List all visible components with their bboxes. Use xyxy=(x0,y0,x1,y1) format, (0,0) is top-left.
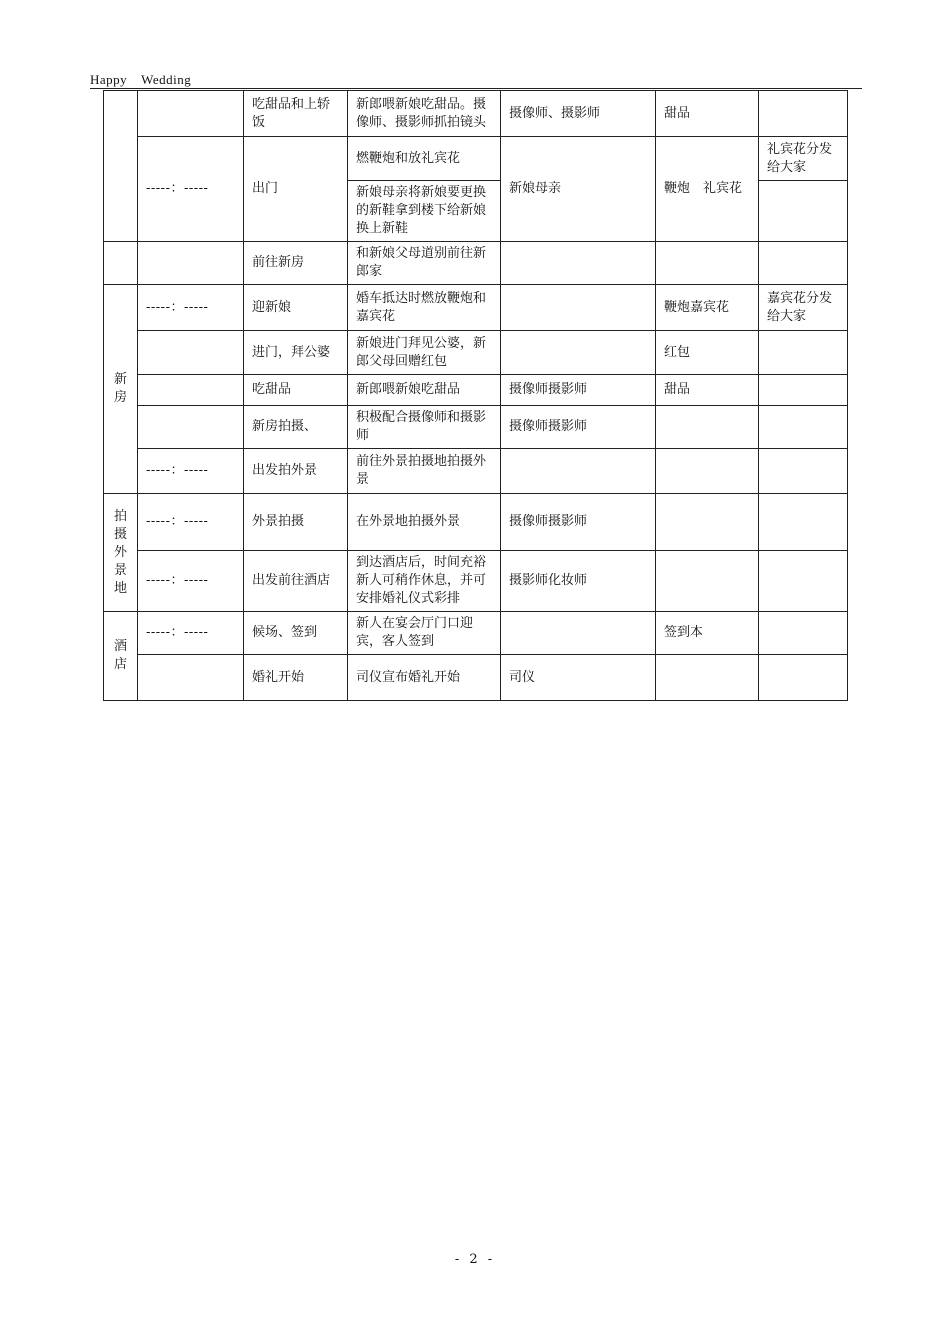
time-cell xyxy=(138,375,244,406)
detail-cell: 积极配合摄像师和摄影师 xyxy=(348,406,501,449)
note-cell xyxy=(759,612,848,655)
items-cell xyxy=(656,551,759,612)
table-row xyxy=(104,242,848,285)
event-cell: 新房拍摄、 xyxy=(244,406,348,449)
note-cell xyxy=(759,655,848,701)
note-cell xyxy=(759,181,848,242)
time-cell: -----：----- xyxy=(138,494,244,551)
note-cell xyxy=(759,551,848,612)
detail-cell: 前往外景拍摄地拍摄外景 xyxy=(348,449,501,494)
time-cell xyxy=(138,91,244,137)
items-cell xyxy=(656,242,759,285)
detail-cell: 燃鞭炮和放礼宾花 xyxy=(348,137,501,181)
items-cell: 红包 xyxy=(656,331,759,375)
time-cell xyxy=(138,331,244,375)
detail-cell: 和新娘父母道别前往新郎家 xyxy=(348,242,501,285)
table-row xyxy=(104,331,848,375)
note-cell xyxy=(759,375,848,406)
time-cell: -----：----- xyxy=(138,285,244,331)
detail-cell: 新郎喂新娘吃甜品 xyxy=(348,375,501,406)
page-number: - 2 - xyxy=(454,1252,496,1267)
table-row xyxy=(104,137,848,181)
header-right: Wedding xyxy=(141,72,192,87)
location-cell: 新房 xyxy=(104,285,138,494)
location-cell xyxy=(104,242,138,285)
detail-cell: 新娘母亲将新娘要更换的新鞋拿到楼下给新娘换上新鞋 xyxy=(348,181,501,242)
staff-cell xyxy=(501,612,656,655)
table-row xyxy=(104,494,848,551)
location-cell: 酒店 xyxy=(104,612,138,701)
event-cell: 迎新娘 xyxy=(244,285,348,331)
note-cell xyxy=(759,91,848,137)
staff-cell xyxy=(501,449,656,494)
event-cell: 进门，拜公婆 xyxy=(244,331,348,375)
table-row xyxy=(104,406,848,449)
detail-cell: 到达酒店后，时间充裕新人可稍作休息，并可安排婚礼仪式彩排 xyxy=(348,551,501,612)
header-rule xyxy=(90,88,862,89)
event-cell: 吃甜品和上轿饭 xyxy=(244,91,348,137)
note-cell xyxy=(759,494,848,551)
staff-cell xyxy=(501,242,656,285)
time-cell: -----：----- xyxy=(138,551,244,612)
event-cell: 外景拍摄 xyxy=(244,494,348,551)
staff-cell xyxy=(501,285,656,331)
event-cell: 吃甜品 xyxy=(244,375,348,406)
event-cell: 出发前往酒店 xyxy=(244,551,348,612)
time-cell xyxy=(138,242,244,285)
detail-cell: 新郎喂新娘吃甜品。摄像师、摄影师抓拍镜头 xyxy=(348,91,501,137)
items-cell: 甜品 xyxy=(656,91,759,137)
items-cell xyxy=(656,655,759,701)
items-cell xyxy=(656,494,759,551)
table-row xyxy=(104,551,848,612)
event-cell: 前往新房 xyxy=(244,242,348,285)
staff-cell xyxy=(501,331,656,375)
time-cell xyxy=(138,406,244,449)
staff-cell: 摄像师摄影师 xyxy=(501,406,656,449)
event-cell: 候场、签到 xyxy=(244,612,348,655)
header-left: Happy xyxy=(90,72,128,87)
time-cell: -----：----- xyxy=(138,612,244,655)
table-row xyxy=(104,375,848,406)
items-cell: 鞭炮 礼宾花 xyxy=(656,137,759,242)
staff-cell: 摄像师、摄影师 xyxy=(501,91,656,137)
items-cell xyxy=(656,449,759,494)
detail-cell: 司仪宣布婚礼开始 xyxy=(348,655,501,701)
wedding-schedule-table xyxy=(103,90,848,701)
staff-cell: 摄像师摄影师 xyxy=(501,494,656,551)
page-header xyxy=(90,72,191,88)
detail-cell: 婚车抵达时燃放鞭炮和嘉宾花 xyxy=(348,285,501,331)
items-cell xyxy=(656,406,759,449)
location-cell: 拍摄外景地 xyxy=(104,494,138,612)
note-cell xyxy=(759,406,848,449)
staff-cell: 摄影师化妆师 xyxy=(501,551,656,612)
staff-cell: 新娘母亲 xyxy=(501,137,656,242)
time-cell: -----：----- xyxy=(138,449,244,494)
note-cell: 嘉宾花分发给大家 xyxy=(759,285,848,331)
time-cell xyxy=(138,655,244,701)
location-cell xyxy=(104,91,138,242)
detail-cell: 新娘进门拜见公婆，新郎父母回赠红包 xyxy=(348,331,501,375)
staff-cell: 摄像师摄影师 xyxy=(501,375,656,406)
note-cell xyxy=(759,449,848,494)
event-cell: 出发拍外景 xyxy=(244,449,348,494)
table-row xyxy=(104,285,848,331)
items-cell: 签到本 xyxy=(656,612,759,655)
note-cell: 礼宾花分发给大家 xyxy=(759,137,848,181)
items-cell: 鞭炮嘉宾花 xyxy=(656,285,759,331)
table-row xyxy=(104,449,848,494)
staff-cell: 司仪 xyxy=(501,655,656,701)
table-row xyxy=(104,612,848,655)
note-cell xyxy=(759,331,848,375)
items-cell: 甜品 xyxy=(656,375,759,406)
event-cell: 婚礼开始 xyxy=(244,655,348,701)
detail-cell: 新人在宴会厅门口迎宾，客人签到 xyxy=(348,612,501,655)
event-cell: 出门 xyxy=(244,137,348,242)
table-row xyxy=(104,655,848,701)
note-cell xyxy=(759,242,848,285)
time-cell: -----：----- xyxy=(138,137,244,242)
detail-cell: 在外景地拍摄外景 xyxy=(348,494,501,551)
table-row xyxy=(104,91,848,137)
